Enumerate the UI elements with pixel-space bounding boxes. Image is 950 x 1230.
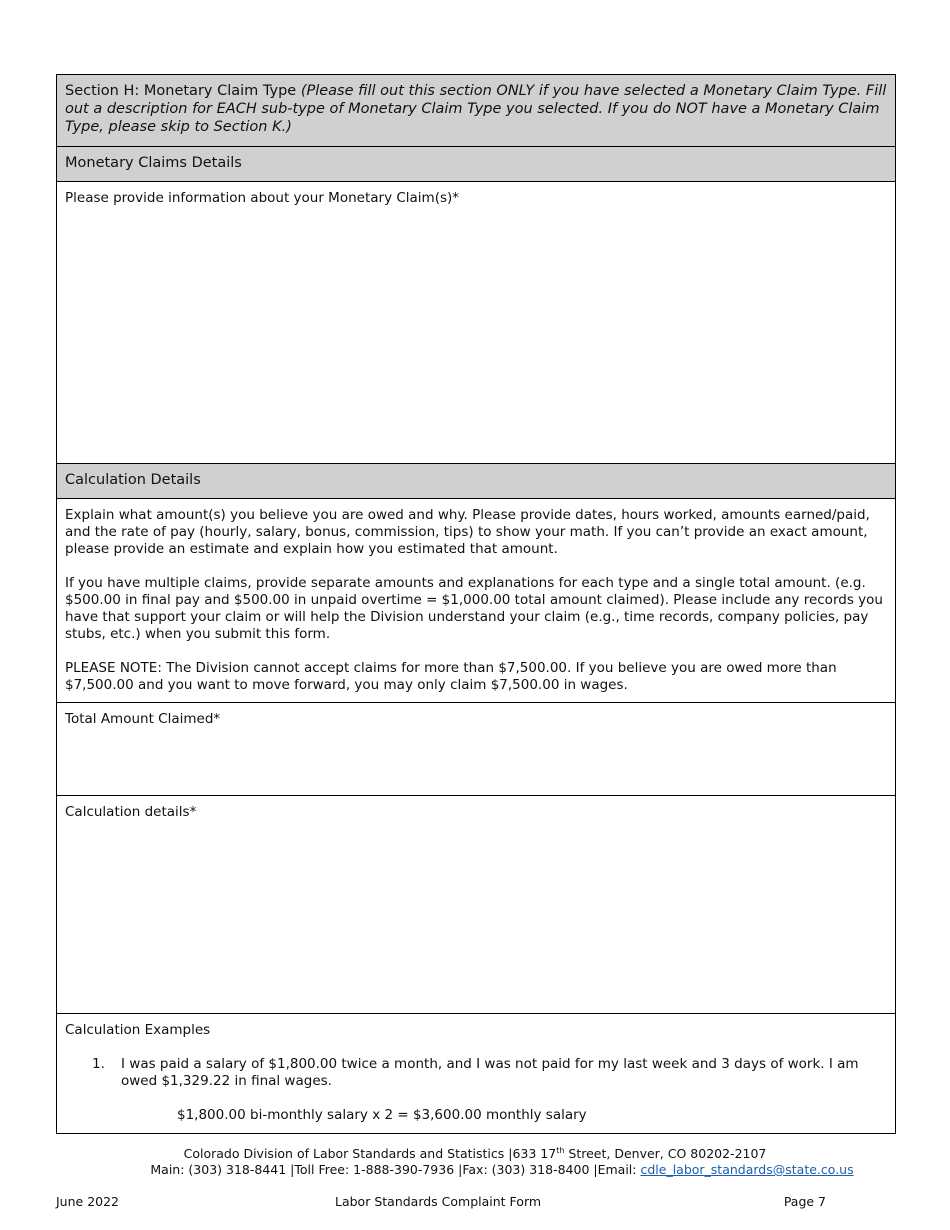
list-item: [65, 1056, 887, 1124]
examples-list: [65, 1056, 887, 1124]
monetary-claims-prompt: Please provide information about your Monetary Claim(s)*: [65, 190, 460, 206]
page-number: Page 7: [783, 1194, 826, 1209]
calculation-examples: [57, 1014, 895, 1134]
section-h-header: [57, 75, 895, 147]
example-text: I was paid a salary of $1,800.00 twice a month, and I was not paid for my last week and 3 days of work. I am owed $1,329.22 in final wages.: [121, 1056, 859, 1089]
calculation-instruction-paragraph: If you have multiple claims, provide separate amounts and explanations for each type and a single total amount. (e.g. $500.00 in final pay and $500.00 in unpaid overtime = $1,000.00 total amount claimed). Please include any records you have that support your claim or will help the Division understand your claim (e.g., time records, company policies, pay stubs, etc.) when you submit this form.: [65, 575, 883, 642]
section-h-title: Section H: Monetary Claim Type: [65, 83, 297, 99]
monetary-claims-header: [57, 147, 895, 182]
total-amount-label: Total Amount Claimed*: [65, 711, 221, 727]
footer-date: June 2022: [56, 1194, 120, 1209]
email-link[interactable]: cdle_labor_standards@state.co.us: [640, 1162, 854, 1177]
footer-address-block: [0, 1146, 950, 1178]
section-h-instructions: (Please fill out this section ONLY if you have selected a Monetary Claim Type. Fill out a description for EACH sub-type of Monetary Claim Type you selected. If you do NOT have a Monetary Claim Type, please skip to Section K.): [65, 83, 887, 135]
footer-form-name: Labor Standards Complaint Form: [335, 1194, 542, 1209]
footer-address: [0, 1146, 950, 1162]
footer-contact: [0, 1162, 950, 1178]
footer-contact-text: Main: (303) 318-8441 |Toll Free: 1-888-390-7936 |Fax: (303) 318-8400 |Email:: [150, 1162, 641, 1177]
total-amount-field[interactable]: [57, 703, 895, 796]
monetary-claims-title: Monetary Claims Details: [65, 155, 242, 171]
example-number: 1.: [92, 1056, 105, 1072]
calculation-instructions: [57, 499, 895, 703]
calculation-examples-label: Calculation Examples: [65, 1022, 211, 1038]
calculation-instruction-paragraph: Explain what amount(s) you believe you are owed and why. Please provide dates, hours worked, amounts earned/paid, and the rate of pay (hourly, salary, bonus, commission, tips) to show your math. If you can’t provide an exact amount, please provide an estimate and explain how you estimated that amount.: [65, 507, 870, 557]
calculation-details-field[interactable]: [57, 796, 895, 1014]
calculation-details-title: Calculation Details: [65, 472, 201, 488]
example-calculation: $1,800.00 bi-monthly salary x 2 = $3,600.00 monthly salary: [177, 1107, 587, 1123]
footer-address-start: Colorado Division of Labor Standards and Statistics |633 17: [183, 1146, 557, 1161]
footer-address-end: Street, Denver, CO 80202-2107: [564, 1146, 767, 1161]
calculation-details-label: Calculation details*: [65, 804, 197, 820]
page-footer: [56, 1194, 826, 1212]
monetary-claim-form: [56, 74, 896, 1134]
calculation-instruction-paragraph: PLEASE NOTE: The Division cannot accept claims for more than $7,500.00. If you believe you are owed more than $7,500.00 and you want to move forward, you may only claim $7,500.00 in wages.: [65, 660, 837, 693]
calculation-details-header: [57, 464, 895, 499]
footer-address-superscript: th: [556, 1145, 565, 1155]
monetary-claims-field[interactable]: [57, 182, 895, 464]
